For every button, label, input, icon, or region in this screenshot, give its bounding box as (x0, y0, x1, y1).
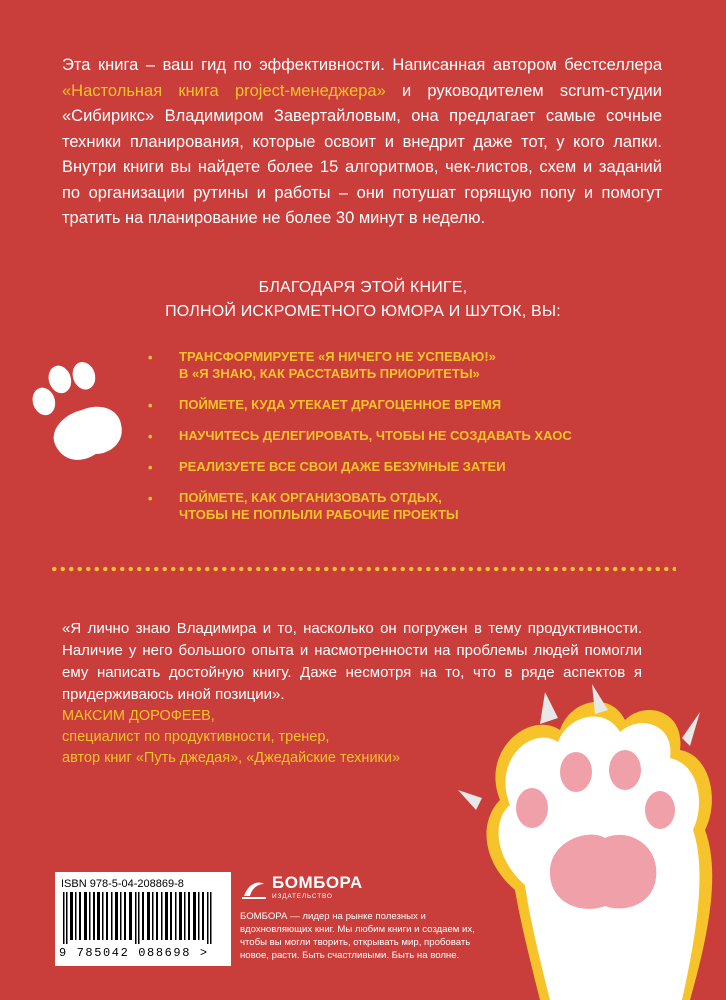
intro-paragraph (62, 53, 662, 232)
list-item (148, 348, 608, 382)
benefit-line: НАУЧИТЕСЬ ДЕЛЕГИРОВАТЬ, ЧТОБЫ НЕ СОЗДАВАТЬ ХАОС (179, 428, 572, 443)
dotted-divider (50, 565, 676, 573)
small-paw-illustration (28, 360, 138, 470)
list-item (148, 458, 608, 475)
author-role-1: специалист по продуктивности, тренер, (62, 729, 330, 745)
bullet-icon: • (148, 460, 153, 475)
isbn-label: ISBN 978-5-04-208869-8 (61, 878, 184, 890)
book-title-highlight: «Настольная книга project-менеджера» (62, 81, 386, 100)
publisher-name: БОМБОРА (272, 873, 363, 892)
publisher-logo (240, 868, 363, 904)
heading-line-1: БЛАГОДАРЯ ЭТОЙ КНИГЕ, (258, 279, 468, 296)
list-item (148, 427, 608, 444)
barcode-digits: 9 785042 088698 > (59, 946, 209, 960)
author-role-2: автор книг «Путь джедая», «Джедайские техники» (62, 750, 401, 766)
intro-text-1: Эта книга – ваш гид по эффективности. Написанная автором бестселлера (62, 56, 662, 74)
heading-line-2: ПОЛНОЙ ИСКРОМЕТНОГО ЮМОРА И ШУТОК, ВЫ: (165, 303, 561, 320)
author-name: МАКСИМ ДОРОФЕЕВ, (62, 708, 215, 724)
publisher-subtitle: ИЗДАТЕЛЬСТВО (272, 893, 333, 900)
list-item (148, 396, 608, 413)
publisher-description: БОМБОРА — лидер на рынке полезных и вдохновляющих книг. Мы любим книги и создаем их, чтобы вы могли творить, открывать мир, пробовать новое, расти. Быть счастливыми. Быть на волне. (240, 911, 475, 961)
bullet-icon: • (148, 429, 153, 444)
bullet-icon: • (148, 398, 153, 413)
benefit-line: В «Я ЗНАЮ, КАК РАССТАВИТЬ ПРИОРИТЕТЫ» (179, 366, 480, 381)
benefit-line: ПОЙМЕТЕ, КАК ОРГАНИЗОВАТЬ ОТДЫХ, (179, 490, 442, 505)
benefit-line: ТРАНСФОРМИРУЕТЕ «Я НИЧЕГО НЕ УСПЕВАЮ!» (179, 349, 496, 364)
isbn-barcode (55, 872, 231, 966)
benefit-line: ПОЙМЕТЕ, КУДА УТЕКАЕТ ДРАГОЦЕННОЕ ВРЕМЯ (179, 397, 502, 412)
bullet-icon: • (148, 350, 153, 365)
benefit-line: ЧТОБЫ НЕ ПОПЛЫЛИ РАБОЧИЕ ПРОЕКТЫ (179, 507, 459, 522)
bullet-icon: • (148, 491, 153, 506)
endorsement-quote: «Я лично знаю Владимира и то, насколько он погружен в тему продуктивности. Наличие у него большого опыта и насмотренности на проблемы людей помогли ему написать достойную книгу. Даже несмотря на то, что в ряде аспектов я придерживаюсь иной позиции». (62, 620, 642, 703)
intro-text-2: и руководителем scrum-студии «Сибирикс» Владимиром Завертайловым, она предлагает самые сочные техники планирования, которые освоит и внедрит даже тот, у кого лапки. Внутри книги вы найдете более 15 алгоритмов, чек-листов, схем и заданий по организации рутины и работы – они потушат горящую попу и помогут тратить на планирование не более 30 минут в неделю. (62, 81, 662, 227)
benefit-line: РЕАЛИЗУЕТЕ ВСЕ СВОИ ДАЖЕ БЕЗУМНЫЕ ЗАТЕИ (179, 459, 506, 474)
barcode-bars (63, 892, 223, 944)
list-item (148, 489, 608, 523)
bombora-wave-icon (240, 874, 268, 902)
quote-author (62, 706, 482, 769)
benefits-heading (0, 276, 726, 324)
benefits-list (148, 348, 608, 537)
